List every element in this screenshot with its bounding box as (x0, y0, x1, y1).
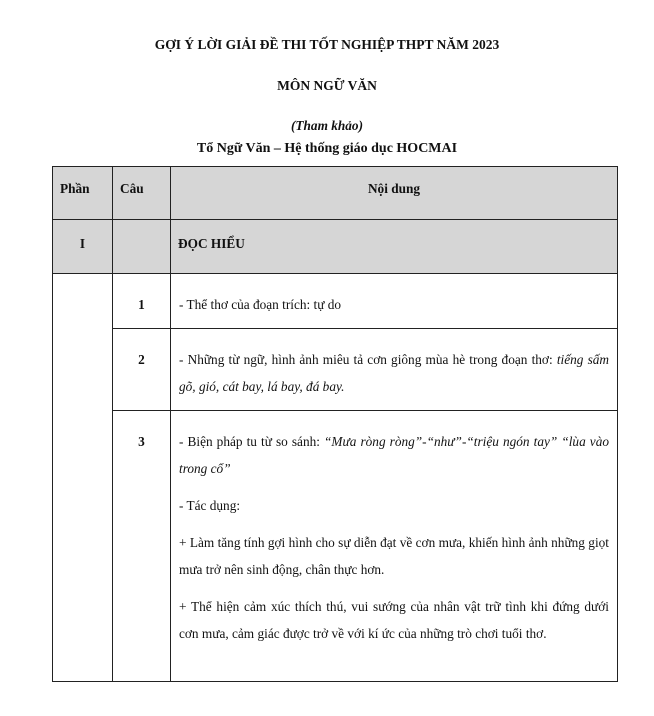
answer-text: - Tác dụng: (179, 498, 241, 513)
section-row (53, 220, 618, 274)
answer-table (52, 166, 618, 682)
answer-italic: “Mưa ròng ròng”-“như”-“triệu ngón tay” “lùa vào trong cổ” (179, 434, 609, 476)
question-number: 1 (138, 297, 145, 312)
document-note: (Tham khảo) (290, 118, 364, 133)
question-number: 2 (138, 352, 145, 367)
header-content: Nội dung (367, 181, 421, 196)
answer-text: - Biện pháp tu từ so sánh: (179, 434, 325, 449)
question-number: 3 (138, 434, 145, 449)
document-author: Tổ Ngữ Văn – Hệ thống giáo dục HOCMAI (196, 141, 458, 156)
document-subject: MÔN NGỮ VĂN (277, 78, 377, 93)
answer-text: - Những từ ngữ, hình ảnh miêu tả cơn giông mùa hè trong đoạn thơ: (179, 352, 557, 367)
section-title: ĐỌC HIỂU (178, 236, 245, 251)
answer-italic: tiếng sấm gõ, gió, cát bay, lá bay, đá bay. (179, 352, 609, 394)
table-row (53, 329, 618, 411)
table-header-row (53, 167, 618, 220)
header-part: Phần (60, 181, 90, 196)
answer-text: + Thể hiện cảm xúc thích thú, vui sướng của nhân vật trữ tình khi đứng dưới cơn mưa, cảm giác được trở về với kí ức của những trò chơi tuổi thơ. (179, 599, 609, 641)
document-title: GỢI Ý LỜI GIẢI ĐỀ THI TỐT NGHIỆP THPT NĂM 2023 (154, 37, 500, 52)
header-question: Câu (120, 181, 144, 196)
table-row (53, 274, 618, 329)
answer-text: - Thể thơ của đoạn trích: tự do (179, 297, 342, 312)
section-part: I (79, 236, 86, 251)
table-row (53, 411, 618, 682)
answer-text: + Làm tăng tính gợi hình cho sự diễn đạt về cơn mưa, khiến hình ảnh những giọt mưa trở nên sinh động, chân thực hơn. (179, 535, 609, 577)
